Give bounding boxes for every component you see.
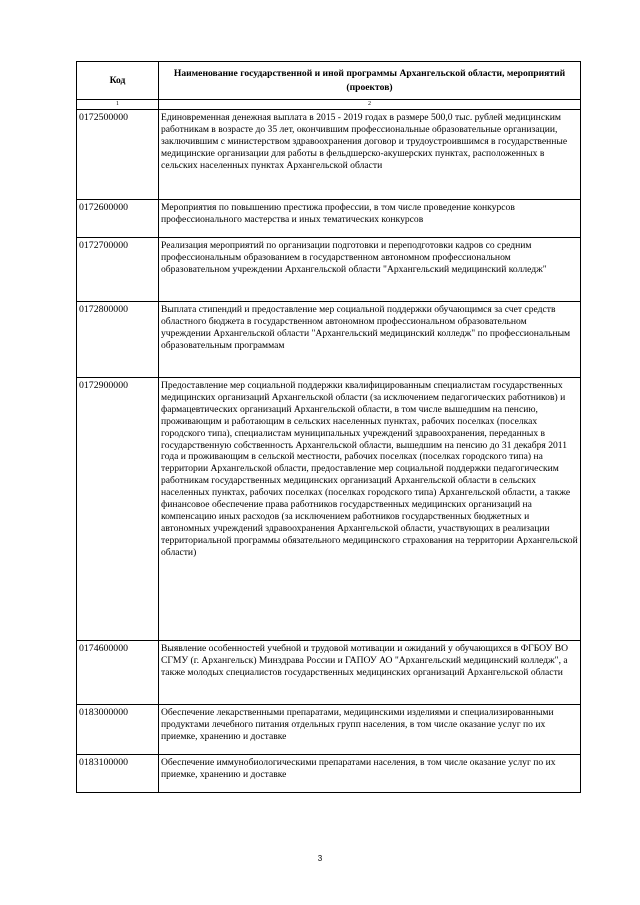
row-code: 0172500000	[77, 110, 159, 200]
column-number-row	[77, 100, 581, 110]
row-text: Единовременная денежная выплата в 2015 - 2019 годах в размере 500,0 тыс. рублей медицинским работникам в возрасте до 35 лет, окончившим профессиональные образовательные организации, заключившим с министерством здравоохранения договор и трудоустроившимся в государственные медицинские организации для работы в фельдшерско-акушерских пунктах, расположенных в сельских населенных пунктах Архангельской области	[159, 110, 581, 200]
row-code: 0174600000	[77, 641, 159, 705]
table-row	[77, 641, 581, 705]
row-code: 0183000000	[77, 705, 159, 755]
budget-codes-table	[76, 61, 581, 793]
row-code: 0172800000	[77, 302, 159, 378]
column-number-2: 2	[159, 100, 581, 110]
table-row	[77, 110, 581, 200]
row-text: Выплата стипендий и предоставление мер социальной поддержки обучающимся за счет средств областного бюджета в государственном автономном профессиональном образовательном учреждении Архангельской области "Архангельский медицинский колледж" по профессиональным образовательным программам	[159, 302, 581, 378]
row-code: 0183100000	[77, 755, 159, 793]
row-text: Обеспечение иммунобиологическими препаратами населения, в том числе оказание услуг по их приемке, хранению и доставке	[159, 755, 581, 793]
row-text: Предоставление мер социальной поддержки квалифицированным специалистам государственных медицинских организаций Архангельской области (за исключением педагогических работников) и фармацевтических организаций Архангельской области, в том числе вышедшим на пенсию, проживающим и работающим в сельских населенных пунктах, рабочих поселках (поселках городского типа), специалистам муниципальных учреждений здравоохранения, переданных в государственную собственность Архангельской области, вышедшим на пенсию до 31 декабря 2011 года и проживающим в сельской местности, рабочих поселках (поселках городского типа) на территории Архангельской области, предоставление мер социальной поддержки педагогическим работникам государственных медицинских организаций Архангельской области в сельских населенных пунктах, рабочих поселках (поселках городского типа) Архангельской области, а также финансовое обеспечение права работников государственных медицинских организаций на компенсацию иных расходов (за исключением работников государственных бюджетных и автономных учреждений здравоохранения Архангельской области, участвующих в реализации территориальной программы обязательного медицинского страхования на территории Архангельской области)	[159, 378, 581, 641]
row-code: 0172900000	[77, 378, 159, 641]
row-code: 0172600000	[77, 200, 159, 238]
table-row	[77, 705, 581, 755]
row-text: Выявление особенностей учебной и трудовой мотивации и ожиданий у обучающихся в ФГБОУ ВО СГМУ (г. Архангельск) Минздрава России и ГАПОУ АО "Архангельский медицинский колледж", а также молодых специалистов государственных медицинских организаций Архангельской области	[159, 641, 581, 705]
table-header-row	[77, 62, 581, 100]
row-text: Реализация мероприятий по организации подготовки и переподготовки кадров со средним профессиональным образованием в государственном автономном профессиональном образовательном учреждении Архангельской области "Архангельский медицинский колледж"	[159, 238, 581, 302]
row-text: Обеспечение лекарственными препаратами, медицинскими изделиями и специализированными продуктами лечебного питания отдельных групп населения, в том числе оказание услуг по их приемке, хранению и доставке	[159, 705, 581, 755]
page-number: 3	[317, 854, 323, 863]
header-name: Наименование государственной и иной программы Архангельской области, мероприятий (проектов)	[159, 62, 581, 100]
table-row	[77, 302, 581, 378]
header-code: Код	[77, 62, 159, 100]
table-row	[77, 200, 581, 238]
row-text: Мероприятия по повышению престижа профессии, в том числе проведение конкурсов профессионального мастерства и иных тематических конкурсов	[159, 200, 581, 238]
table-row	[77, 238, 581, 302]
row-code: 0172700000	[77, 238, 159, 302]
table-row	[77, 755, 581, 793]
column-number-1: 1	[77, 100, 159, 110]
table-row	[77, 378, 581, 641]
